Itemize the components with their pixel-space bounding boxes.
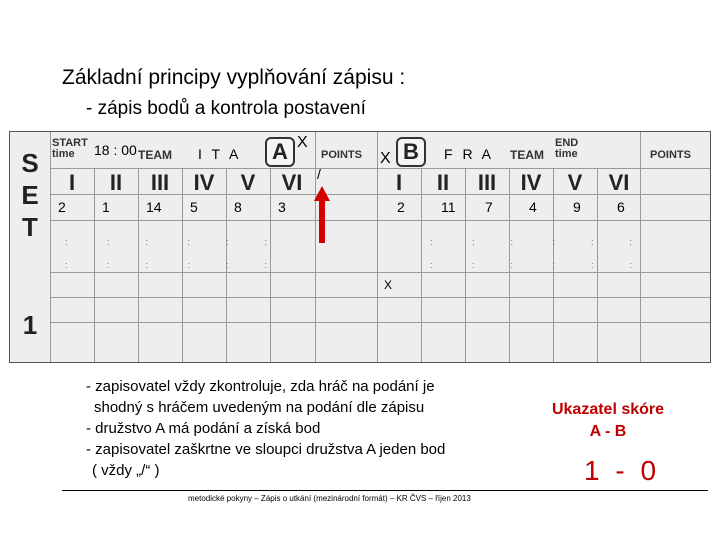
page-subtitle: - zápis bodů a kontrola postavení	[86, 98, 366, 119]
note-line: shodný s hráčem uvedeným na podání dle zápisu	[94, 399, 425, 416]
score-indicator-label: Ukazatel skóre	[551, 401, 665, 418]
team-b-player-number: 9	[573, 199, 581, 215]
arrow-up-icon	[314, 186, 330, 201]
note-line: ( vždy „/“ )	[92, 462, 160, 479]
points-a-label: POINTS	[321, 149, 362, 161]
footer-text: metodické pokyny – Zápis o utkání (mezinárodní formát) – KR ČVS – říjen 2013	[188, 494, 471, 503]
team-a-player-number: 5	[190, 199, 198, 215]
score-sheet	[9, 131, 711, 363]
rotation-position-header: VI	[281, 170, 303, 195]
rotation-dots-a: : : : : : :	[65, 260, 269, 270]
rotation-position-header: V	[567, 170, 583, 195]
points-b-label: POINTS	[650, 149, 691, 161]
team-b-service-mark: X	[380, 150, 391, 167]
score-indicator-teams: A - B	[589, 423, 627, 440]
team-b-player-number: 6	[617, 199, 625, 215]
team-a-player-number: 8	[234, 199, 242, 215]
set-letter: T	[22, 212, 38, 242]
team-b-label: TEAM	[510, 148, 544, 162]
note-line: - zapisovatel vždy zkontroluje, zda hráč na podání je	[86, 378, 435, 395]
team-a-player-number: 2	[58, 199, 66, 215]
note-line: - zapisovatel zaškrtne ve sloupci družstva A jeden bod	[86, 441, 446, 458]
score-value: 1 - 0	[584, 455, 661, 486]
team-b-name: F R A	[444, 146, 492, 162]
set-letter: E	[21, 180, 39, 210]
end-time-label: END time	[555, 137, 579, 160]
start-time-value: 18 : 00	[94, 142, 137, 158]
rotation-position-header: II	[436, 170, 450, 195]
rotation-position-header: I	[395, 170, 403, 195]
rotation-position-header: IV	[193, 170, 215, 195]
team-a-letter: A	[265, 137, 295, 167]
team-a-label: TEAM	[138, 148, 172, 162]
rotation-position-header: IV	[520, 170, 542, 195]
rotation-dots-b: : : : : : :	[430, 260, 634, 270]
team-b-player-number: 4	[529, 199, 537, 215]
rotation-dots-b: : : : : : :	[430, 237, 634, 247]
team-a-player-number: 14	[146, 199, 162, 215]
rotation-position-header: II	[109, 170, 123, 195]
team-a-service-mark: X	[297, 134, 308, 151]
rotation-position-header: I	[68, 170, 76, 195]
point-slash-mark: /	[317, 166, 321, 182]
footer-divider	[62, 490, 708, 491]
rotation-position-header: VI	[608, 170, 630, 195]
rotation-dots-a: : : : : : :	[65, 237, 269, 247]
team-b-player-number: 7	[485, 199, 493, 215]
rotation-position-header: V	[240, 170, 256, 195]
arrow-shaft	[319, 200, 325, 243]
team-a-player-number: 3	[278, 199, 286, 215]
team-a-player-number: 1	[102, 199, 110, 215]
team-b-player-number: 11	[441, 199, 456, 215]
page-title: Základní principy vyplňování zápisu :	[62, 66, 406, 89]
rotation-position-header: III	[150, 170, 170, 195]
team-a-name: I T A	[198, 146, 239, 162]
team-b-player-number: 2	[397, 199, 405, 215]
set-number: 1	[22, 310, 38, 340]
score-indicator	[538, 399, 678, 443]
team-b-letter: B	[396, 137, 426, 167]
rotation-position-header: III	[477, 170, 497, 195]
start-time-label: START time	[52, 137, 88, 160]
notes	[86, 376, 445, 481]
note-line: - družstvo A má podání a získá bod	[86, 420, 321, 437]
team-b-x-mark: X	[384, 278, 393, 292]
set-letter: S	[21, 148, 39, 178]
